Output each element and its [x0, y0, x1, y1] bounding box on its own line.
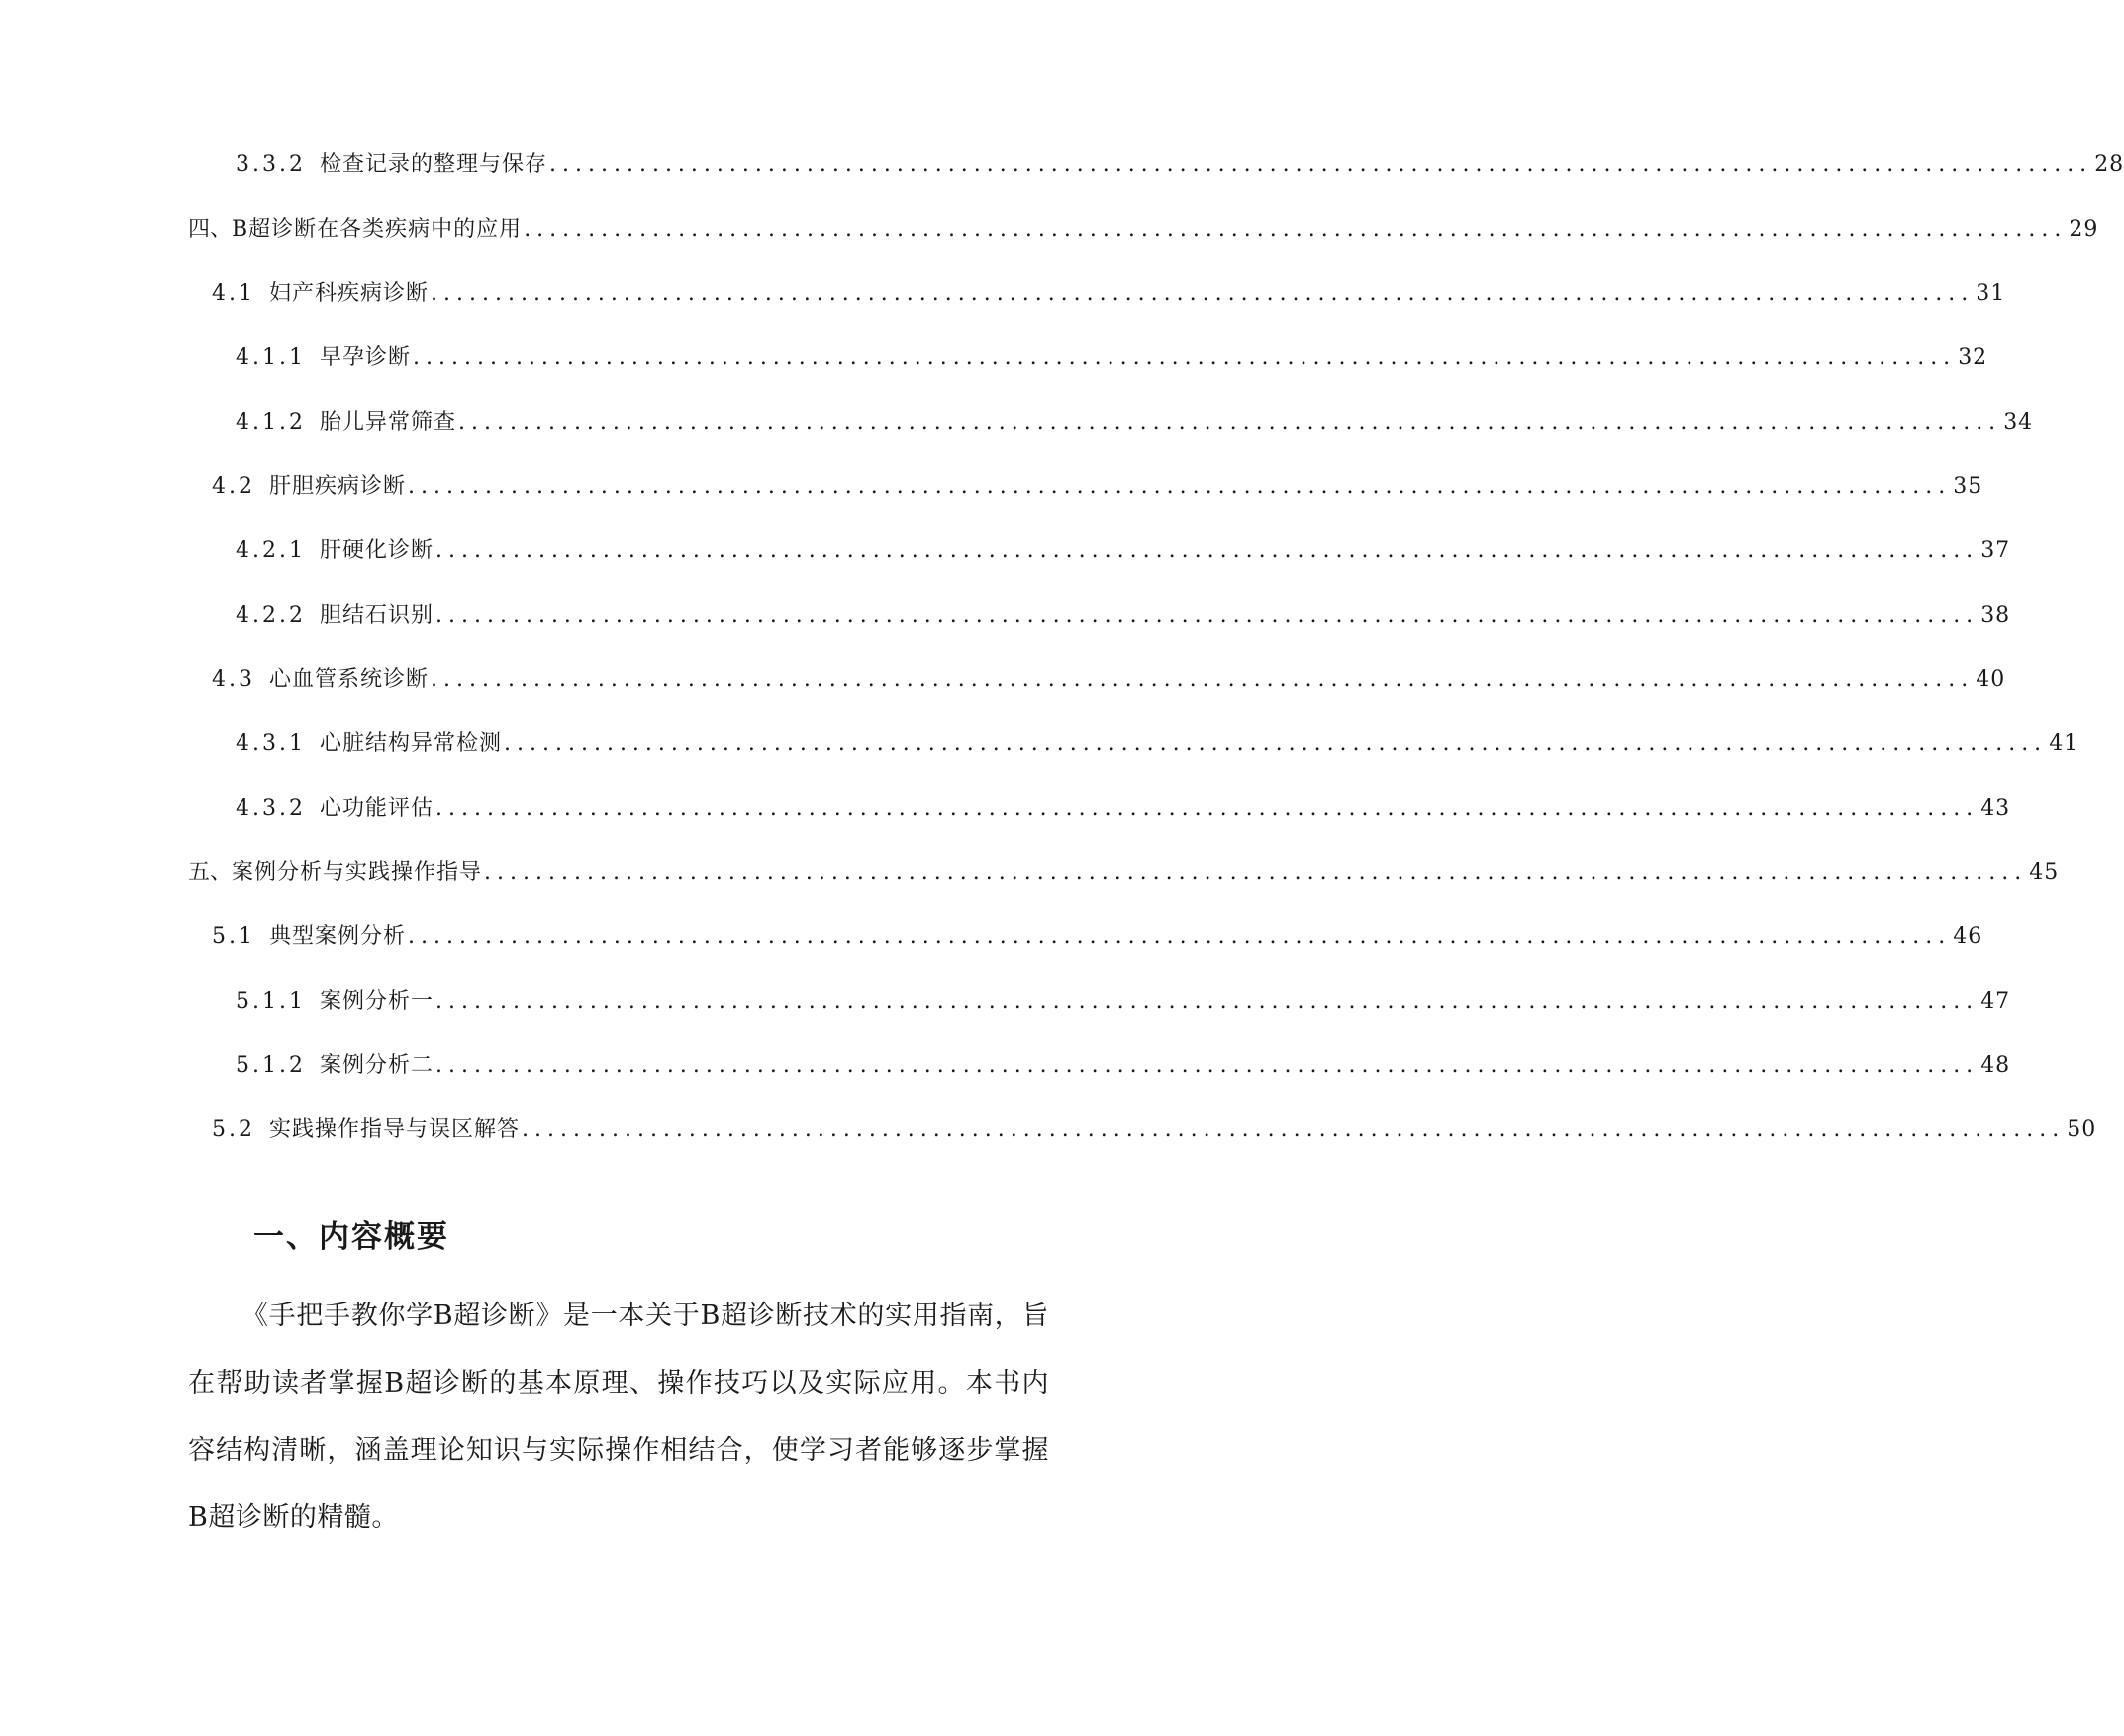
toc-leader-dots: ........................................................................................................................ [413, 345, 1957, 370]
toc-entry-title: 早孕诊断 [319, 345, 411, 370]
toc-entry-title: 心功能评估 [319, 796, 434, 820]
toc-entry-title: 检查记录的整理与保存 [319, 152, 547, 177]
toc-entry-page: 38 [1980, 603, 2011, 627]
toc-entry-page: 43 [1980, 796, 2011, 820]
toc-entry[interactable] [212, 663, 2006, 697]
toc-entry-number: 5.1.2 [236, 1053, 306, 1078]
toc-entry-title: 心血管系统诊断 [269, 667, 430, 692]
toc-entry-page: 32 [1958, 345, 1988, 370]
toc-entry-page: 29 [2069, 217, 2099, 241]
toc-entry-page: 50 [2067, 1117, 2097, 1142]
toc-leader-dots: ........................................................................................................................ [408, 474, 1952, 499]
toc-entry-number: 4.2.1 [236, 538, 306, 563]
toc-entry-number: 4.2 [212, 474, 255, 499]
toc-leader-dots: ........................................................................................................................ [522, 1117, 2066, 1142]
toc-entry-page: 40 [1976, 667, 2006, 692]
toc-entry-page: 31 [1976, 281, 2006, 306]
toc-leader-dots: ........................................................................................................................ [435, 1053, 1979, 1078]
toc-entry-page: 35 [1953, 474, 1983, 499]
toc-entry[interactable] [236, 792, 2011, 825]
toc-entry[interactable] [212, 470, 1983, 504]
toc-entry-number: 四、 [188, 217, 233, 241]
toc-entry[interactable] [236, 1049, 2011, 1083]
toc-entry[interactable] [212, 277, 2006, 311]
toc-entry[interactable] [236, 985, 2011, 1018]
toc-entry-number: 4.1.1 [236, 345, 306, 370]
toc-entry-title: 妇产科疾病诊断 [269, 281, 430, 306]
toc-leader-dots: ........................................................................................................................ [435, 796, 1979, 820]
toc-entry-page: 28 [2094, 152, 2124, 177]
toc-entry[interactable] [236, 534, 2011, 568]
toc-leader-dots: ........................................................................................................................ [431, 281, 1975, 306]
toc-entry-title: 胎儿异常筛查 [319, 410, 456, 434]
toc-entry-title: 典型案例分析 [269, 924, 407, 949]
toc-leader-dots: ........................................................................................................................ [435, 538, 1979, 563]
toc-entry-title: 案例分析二 [319, 1053, 434, 1078]
toc-entry-page: 48 [1980, 1053, 2011, 1078]
toc-leader-dots: ........................................................................................................................ [549, 152, 2093, 177]
toc-leader-dots: ........................................................................................................................ [524, 217, 2068, 241]
body-paragraph: 《手把手教你学B超诊断》是一本关于B超诊断技术的实用指南，旨在帮助读者掌握B超诊断的基本原理、操作技巧以及实际应用。本书内容结构清晰，涵盖理论知识与实际操作相结合，使学习者能够逐步掌握B超诊断的精髓。 [188, 1301, 1049, 1533]
toc-entry-number: 4.3.2 [236, 796, 306, 820]
toc-entry[interactable] [188, 213, 2099, 246]
toc-leader-dots: ........................................................................................................................ [435, 603, 1979, 627]
toc-leader-dots: ........................................................................................................................ [431, 667, 1975, 692]
toc-entry-title: 实践操作指导与误区解答 [269, 1117, 521, 1142]
toc-leader-dots: ........................................................................................................................ [458, 410, 2002, 434]
toc-entry-page: 45 [2029, 860, 2060, 885]
toc-entry-number: 4.2.2 [236, 603, 306, 627]
toc-leader-dots: ........................................................................................................................ [504, 731, 2048, 756]
toc-entry-title: 案例分析一 [319, 989, 434, 1013]
toc-entry-number: 5.1 [212, 924, 255, 949]
toc-entry-number: 4.3 [212, 667, 255, 692]
toc-entry-title: 心脏结构异常检测 [319, 731, 502, 756]
toc-entry-page: 37 [1980, 538, 2011, 563]
toc-entry-number: 4.3.1 [236, 731, 306, 756]
toc-entry-title: 案例分析与实践操作指导 [232, 860, 483, 885]
toc-entry[interactable] [212, 920, 1983, 954]
toc-entry-title: 胆结石识别 [319, 603, 434, 627]
toc-entry-number: 4.1 [212, 281, 255, 306]
toc-entry-title: 肝胆疾病诊断 [269, 474, 407, 499]
toc-entry[interactable] [236, 599, 2011, 632]
toc-entry[interactable] [236, 406, 2034, 439]
toc-entry-page: 47 [1980, 989, 2011, 1013]
toc-entry[interactable] [212, 1113, 2097, 1147]
toc-entry-page: 34 [2003, 410, 2034, 434]
toc-entry[interactable] [236, 341, 1988, 375]
toc-leader-dots: ........................................................................................................................ [435, 989, 1979, 1013]
toc-entry-number: 4.1.2 [236, 410, 306, 434]
toc-entry-page: 41 [2049, 731, 2079, 756]
toc-entry-title: 肝硬化诊断 [319, 538, 434, 563]
toc-entry-number: 五、 [188, 860, 233, 885]
toc-entry-number: 5.2 [212, 1117, 255, 1142]
toc-entry[interactable] [236, 727, 2079, 761]
toc-entry-number: 5.1.1 [236, 989, 306, 1013]
toc-entry[interactable] [188, 856, 2060, 890]
toc-leader-dots: ........................................................................................................................ [408, 924, 1952, 949]
toc-entry-title: B超诊断在各类疾病中的应用 [232, 217, 523, 241]
toc-leader-dots: ........................................................................................................................ [484, 860, 2028, 885]
toc-entry[interactable] [236, 148, 2124, 182]
section-heading: 一、内容概要 [253, 1219, 449, 1255]
toc-entry-page: 46 [1953, 924, 1983, 949]
toc-entry-number: 3.3.2 [236, 152, 306, 177]
